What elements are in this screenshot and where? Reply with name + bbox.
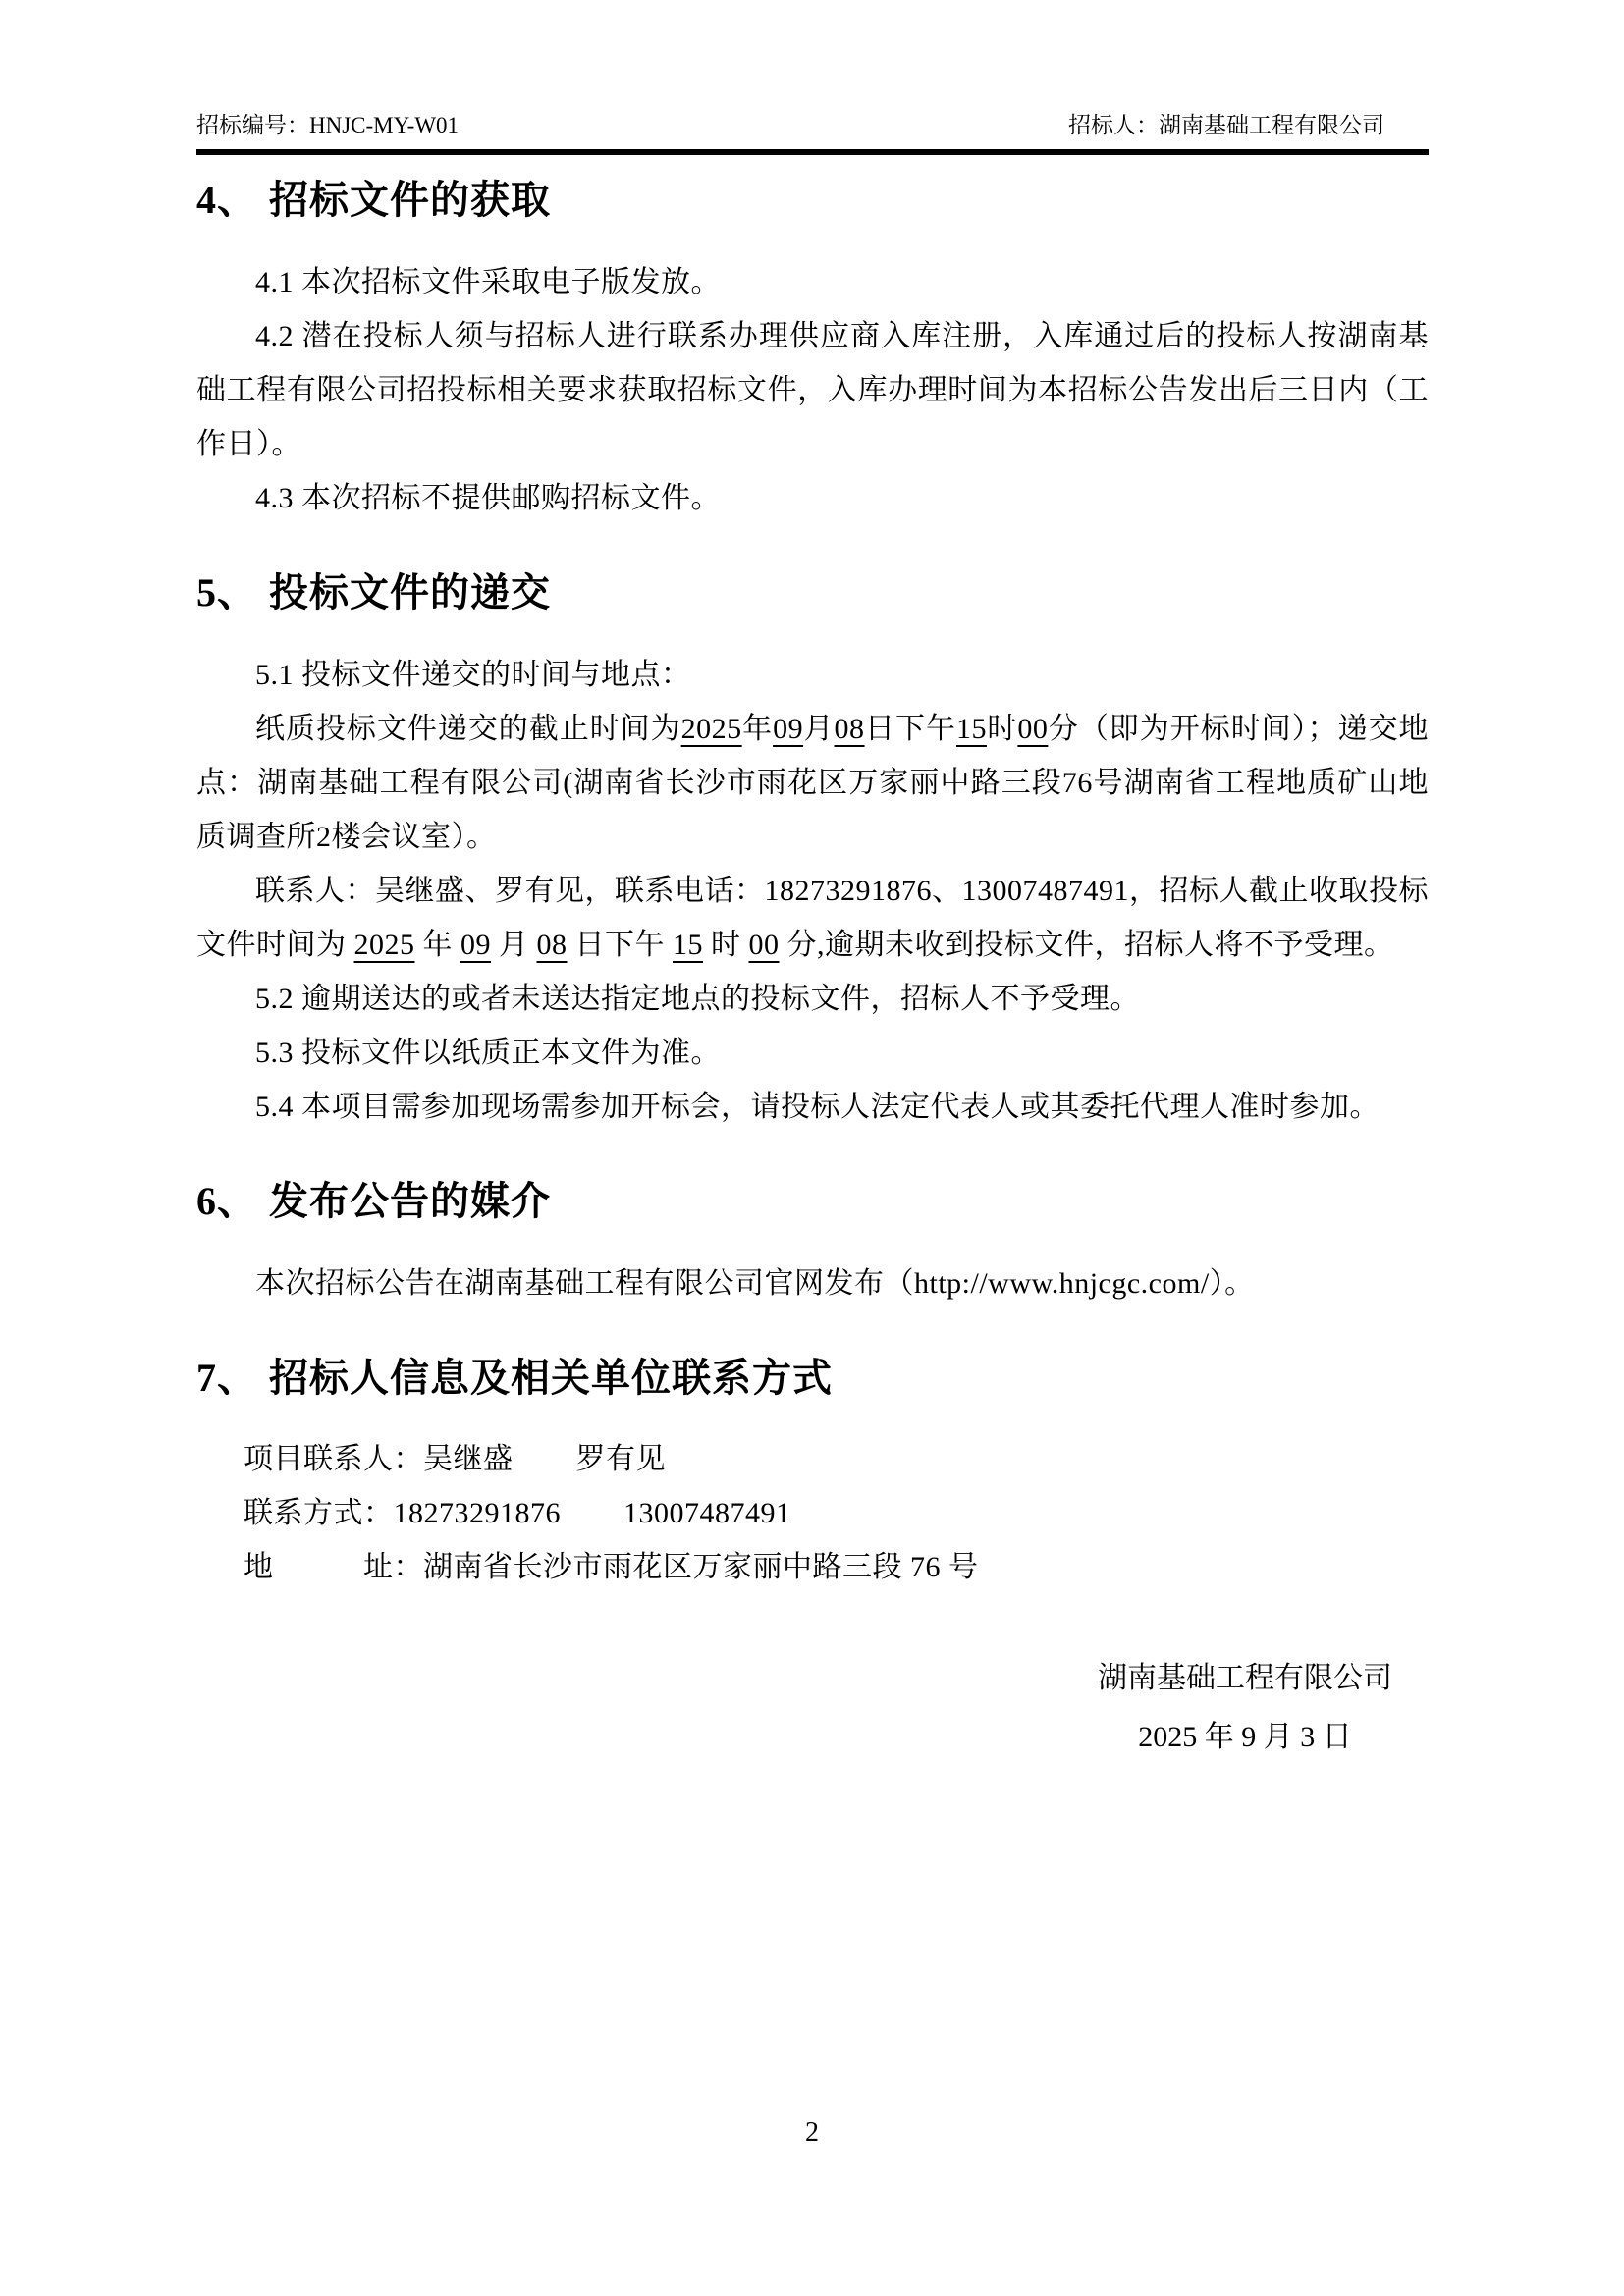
text-segment: 日下午 (567, 929, 673, 961)
contact-person-2: 罗有见 (575, 1443, 666, 1475)
section-6-number: 6、 (196, 1179, 257, 1223)
underlined-text: 09 (773, 713, 804, 745)
text-segment: 分（即为开标时间）；递交地点：湖南基础工程有限公司(湖南省长沙市雨花区万家丽中路三段76号湖南省工程地质矿山地质调查所2楼会议室）。 (196, 713, 1430, 853)
section-7-heading (196, 1354, 1429, 1403)
text-segment: 纸质投标文件递交的截止时间为 (255, 713, 681, 745)
header-rule (196, 149, 1429, 155)
text-segment: 时 (986, 713, 1018, 745)
section-5-paragraph-6: 5.4 本项目需参加现场需参加开标会，请投标人法定代表人或其委托代理人准时参加。 (255, 1091, 1380, 1123)
contact-person-label: 项目联系人： (244, 1443, 423, 1475)
section-5-number: 5、 (196, 570, 257, 614)
text-segment: 分,逾期未收到投标文件，招标人将不予受理。 (779, 929, 1394, 961)
text-segment: 年 (414, 929, 460, 961)
section-5-paragraph-4: 5.2 逾期送达的或者未送达指定地点的投标文件，招标人不予受理。 (255, 983, 1140, 1015)
section-5-paragraph-1: 5.1 投标文件递交的时间与地点： (255, 659, 691, 691)
section-6-paragraph-1: 本次招标公告在湖南基础工程有限公司官网发布（http://www.hnjcgc.com/）。 (255, 1267, 1255, 1300)
section-4-paragraph-2: 4.2 潜在投标人须与招标人进行联系办理供应商入库注册，入库通过后的投标人按湖南基础工程有限公司招投标相关要求获取招标文件，入库办理时间为本招标公告发出后三日内（工作日）。 (196, 320, 1429, 460)
underlined-text: 2025 (353, 929, 415, 961)
section-4-heading (196, 176, 1429, 225)
underlined-text: 2025 (680, 713, 742, 745)
address-row (196, 1540, 1429, 1594)
section-5-paragraph-5: 5.3 投标文件以纸质正本文件为准。 (255, 1037, 721, 1069)
signature-block (1098, 1649, 1392, 1767)
section-7-title: 招标人信息及相关单位联系方式 (269, 1357, 833, 1400)
page-number: 2 (805, 2117, 819, 2148)
contact-phone-2: 13007487491 (623, 1497, 791, 1529)
text-segment: 日下午 (864, 713, 956, 745)
section-6-title: 发布公告的媒介 (269, 1180, 551, 1223)
address-label: 地 址： (244, 1551, 423, 1583)
underlined-text: 09 (460, 929, 491, 961)
signature-date: 2025 年 9 月 3 日 (1138, 1721, 1352, 1753)
section-7-number: 7、 (196, 1356, 257, 1400)
contact-person-row (196, 1432, 1429, 1486)
text-segment: 月 (803, 713, 835, 745)
underlined-text: 00 (1017, 713, 1049, 745)
contact-phone-row (196, 1486, 1429, 1540)
underlined-text: 08 (536, 929, 568, 961)
section-5-heading (196, 568, 1429, 617)
section-4-number: 4、 (196, 178, 257, 222)
section-5-title: 投标文件的递交 (269, 571, 551, 614)
underlined-text: 08 (834, 713, 865, 745)
text-segment: 年 (741, 713, 774, 745)
text-segment: 联系人：吴继盛、罗有见，联系电话：18273291876、13007487491，招标人截止收取投标文件时间为 (196, 875, 1429, 961)
contact-info-block (196, 1432, 1429, 1594)
contact-phone-1: 18273291876 (393, 1497, 561, 1529)
section-5-paragraph-3 (196, 864, 1429, 972)
section-4-paragraph-3: 4.3 本次招标不提供邮购招标文件。 (255, 482, 721, 514)
section-4-paragraph-1: 4.1 本次招标文件采取电子版发放。 (255, 266, 721, 298)
contact-phone-label: 联系方式： (244, 1497, 394, 1529)
contact-person-1: 吴继盛 (423, 1443, 514, 1475)
text-segment: 时 (703, 929, 749, 961)
document-header (196, 0, 1429, 141)
signature-company: 湖南基础工程有限公司 (1098, 1662, 1392, 1694)
underlined-text: 00 (748, 929, 780, 961)
underlined-text: 15 (673, 929, 703, 961)
tender-number: 招标编号：HNJC-MY-W01 (196, 113, 460, 137)
address-value: 湖南省长沙市雨花区万家丽中路三段 76 号 (423, 1551, 979, 1583)
section-6-heading (196, 1177, 1429, 1226)
section-4-title: 招标文件的获取 (269, 179, 551, 222)
underlined-text: 15 (955, 713, 987, 745)
section-5-paragraph-2 (196, 702, 1429, 864)
tenderer-name: 招标人：湖南基础工程有限公司 (1068, 113, 1384, 137)
text-segment: 月 (491, 929, 537, 961)
